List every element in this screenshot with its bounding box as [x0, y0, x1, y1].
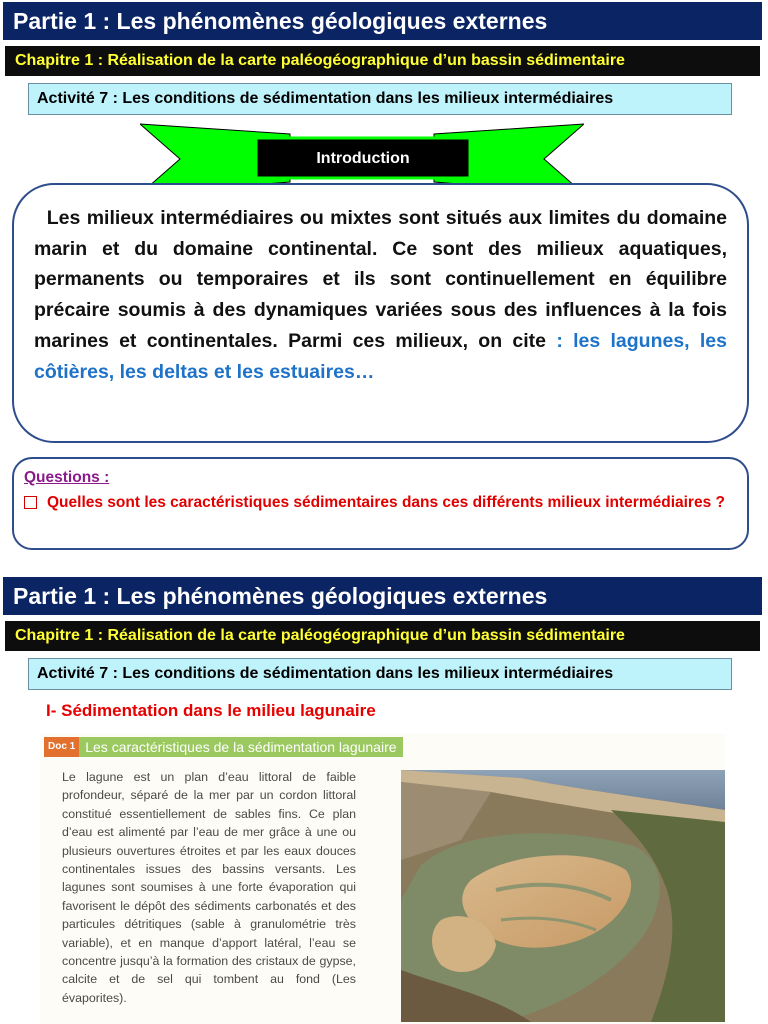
questions-title: Questions :	[24, 469, 110, 486]
doc-badge: Doc 1	[44, 737, 79, 757]
intro-highlight-list: : les lagunes, les côtières, les deltas et les estuaires…	[34, 329, 727, 383]
doc-title: Les caractéristiques de la sédimentation lagunaire	[79, 737, 402, 757]
introduction-text-box	[12, 183, 749, 443]
introduction-label: Introduction	[316, 150, 410, 167]
lagoon-aerial-photo	[401, 770, 725, 1022]
partie-title-bar: Partie 1 : Les phénomènes géologiques externes	[3, 2, 762, 40]
chapitre-bar-2: Chapitre 1 : Réalisation de la carte paléogéographique d’un bassin sédimentaire	[5, 621, 760, 651]
chapitre-bar: Chapitre 1 : Réalisation de la carte paléogéographique d’un bassin sédimentaire	[5, 46, 760, 76]
intro-paragraph: Les milieux intermédiaires ou mixtes sont situés aux limites du domaine marin et du domaine continental. Ce sont des milieux aquatiques, permanents ou temporaires et ils sont continuellement en équilibre précaire soumis à des dynamiques variées sous des influences à la fois marines et continentales. Parmi ces milieux, on cite	[34, 207, 733, 352]
question-text: Quelles sont les caractéristiques sédimentaires dans ces différents milieux intermédiaires ?	[47, 494, 725, 511]
questions-box	[12, 457, 749, 550]
checkbox-bullet-icon	[24, 496, 37, 509]
section-title: I- Sédimentation dans le milieu lagunaire	[46, 701, 376, 720]
question-item	[24, 491, 737, 515]
partie-title-bar-2: Partie 1 : Les phénomènes géologiques externes	[3, 577, 762, 615]
document-header	[44, 737, 403, 757]
activite-bar-2: Activité 7 : Les conditions de sédimentation dans les milieux intermédiaires	[28, 658, 732, 690]
activite-bar: Activité 7 : Les conditions de sédimentation dans les milieux intermédiaires	[28, 83, 732, 115]
document-text: Le lagune est un plan d’eau littoral de faible profondeur, séparé de la mer par un cordon littoral constitué essentiellement de sables fins. Ce plan d’eau est alimenté par l’eau de mer grâce à une ou plusieurs ouvertures étroites et par les eaux douces continentales issues des bassins versants. Les lagunes sont soumises à une forte évaporation qui favorisent le dépôt des sédiments carbonatés et des particules détritiques (sable à granulométrie très variable), et en manque d’apport latéral, l’eau se concentre jusqu’à la formation des cristaux de gypse, calcite et de sel qui tombent au fond (Les évaporites).	[62, 770, 356, 1005]
